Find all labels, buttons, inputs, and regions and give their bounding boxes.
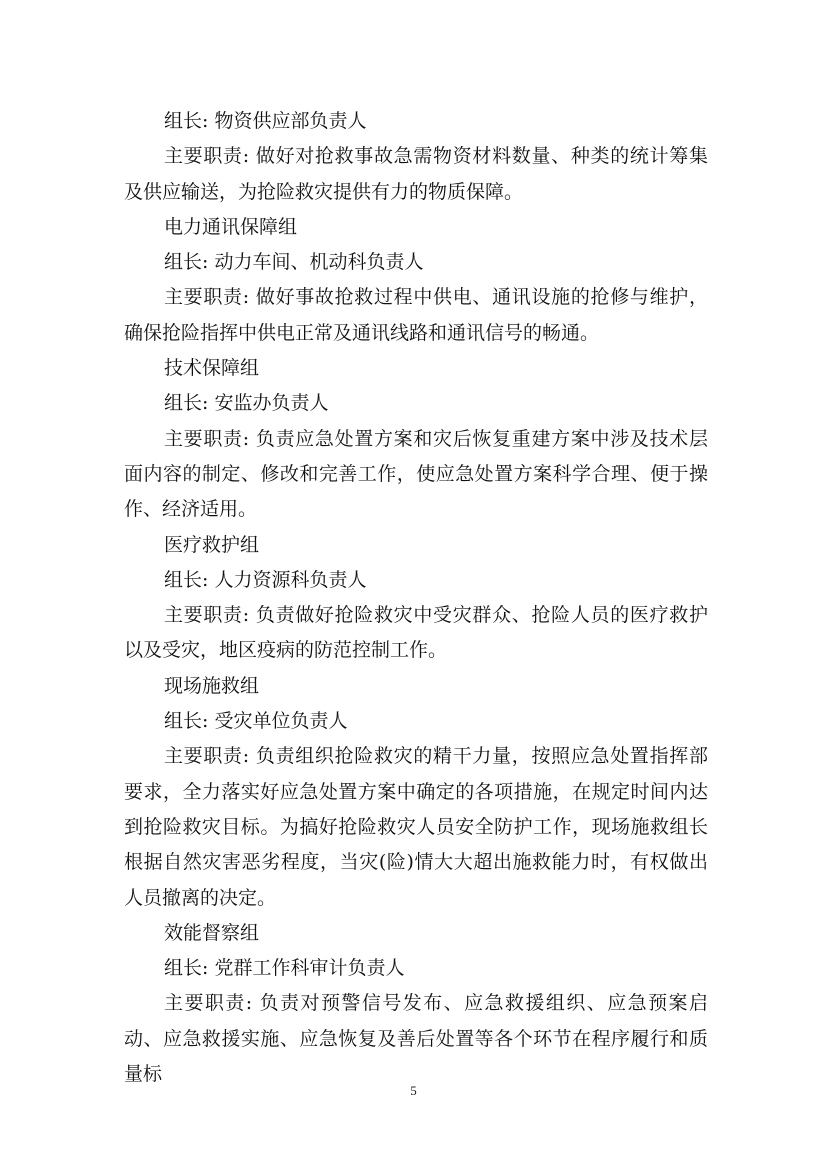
paragraph: 主要职责: 负责做好抢险救灾中受灾群众、抢险人员的医疗救护以及受灾，地区疫病的防范控制工作。 (124, 604, 708, 662)
paragraph: 组长: 动力车间、机动科负责人 (164, 251, 424, 274)
section-heading: 效能督察组 (164, 921, 260, 944)
paragraph: 主要职责: 做好对抢救事故急需物资材料数量、种类的统计筹集及供应输送，为抢险救灾提供有力的物质保障。 (124, 145, 708, 203)
page-number: 5 (410, 1083, 417, 1098)
paragraph: 组长: 人力资源科负责人 (164, 568, 367, 591)
section-heading: 医疗救护组 (164, 533, 260, 556)
paragraph: 主要职责: 负责组织抢险救灾的精干力量，按照应急处置指挥部要求，全力落实好应急处置方案中确定的各项措施，在规定时间内达到抢险救灾目标。为搞好抢险救灾人员安全防护工作，现场施救组长根据自然灾害恶劣程度，当灾(险)情大大超出施救能力时，有权做出人员撤离的决定。 (124, 745, 708, 909)
paragraph: 组长: 受灾单位负责人 (164, 710, 348, 733)
section-heading: 电力通讯保障组 (164, 215, 298, 238)
paragraph: 组长: 党群工作科审计负责人 (164, 957, 405, 980)
paragraph: 主要职责: 负责应急处置方案和灾后恢复重建方案中涉及技术层面内容的制定、修改和完善工作，使应急处置方案科学合理、便于操作、经济适用。 (124, 427, 708, 521)
paragraph: 组长: 安监办负责人 (164, 392, 329, 415)
body-text (124, 104, 708, 1092)
paragraph: 主要职责: 做好事故抢救过程中供电、通讯设施的抢修与维护，确保抢险指挥中供电正常及通讯线路和通讯信号的畅通。 (124, 286, 708, 344)
paragraph: 主要职责: 负责对预警信号发布、应急救援组织、应急预案启动、应急救援实施、应急恢复及善后处置等各个环节在程序履行和质量标 (124, 992, 708, 1086)
paragraph: 组长: 物资供应部负责人 (164, 110, 367, 132)
section-heading: 技术保障组 (164, 357, 260, 380)
section-heading: 现场施救组 (164, 674, 260, 697)
